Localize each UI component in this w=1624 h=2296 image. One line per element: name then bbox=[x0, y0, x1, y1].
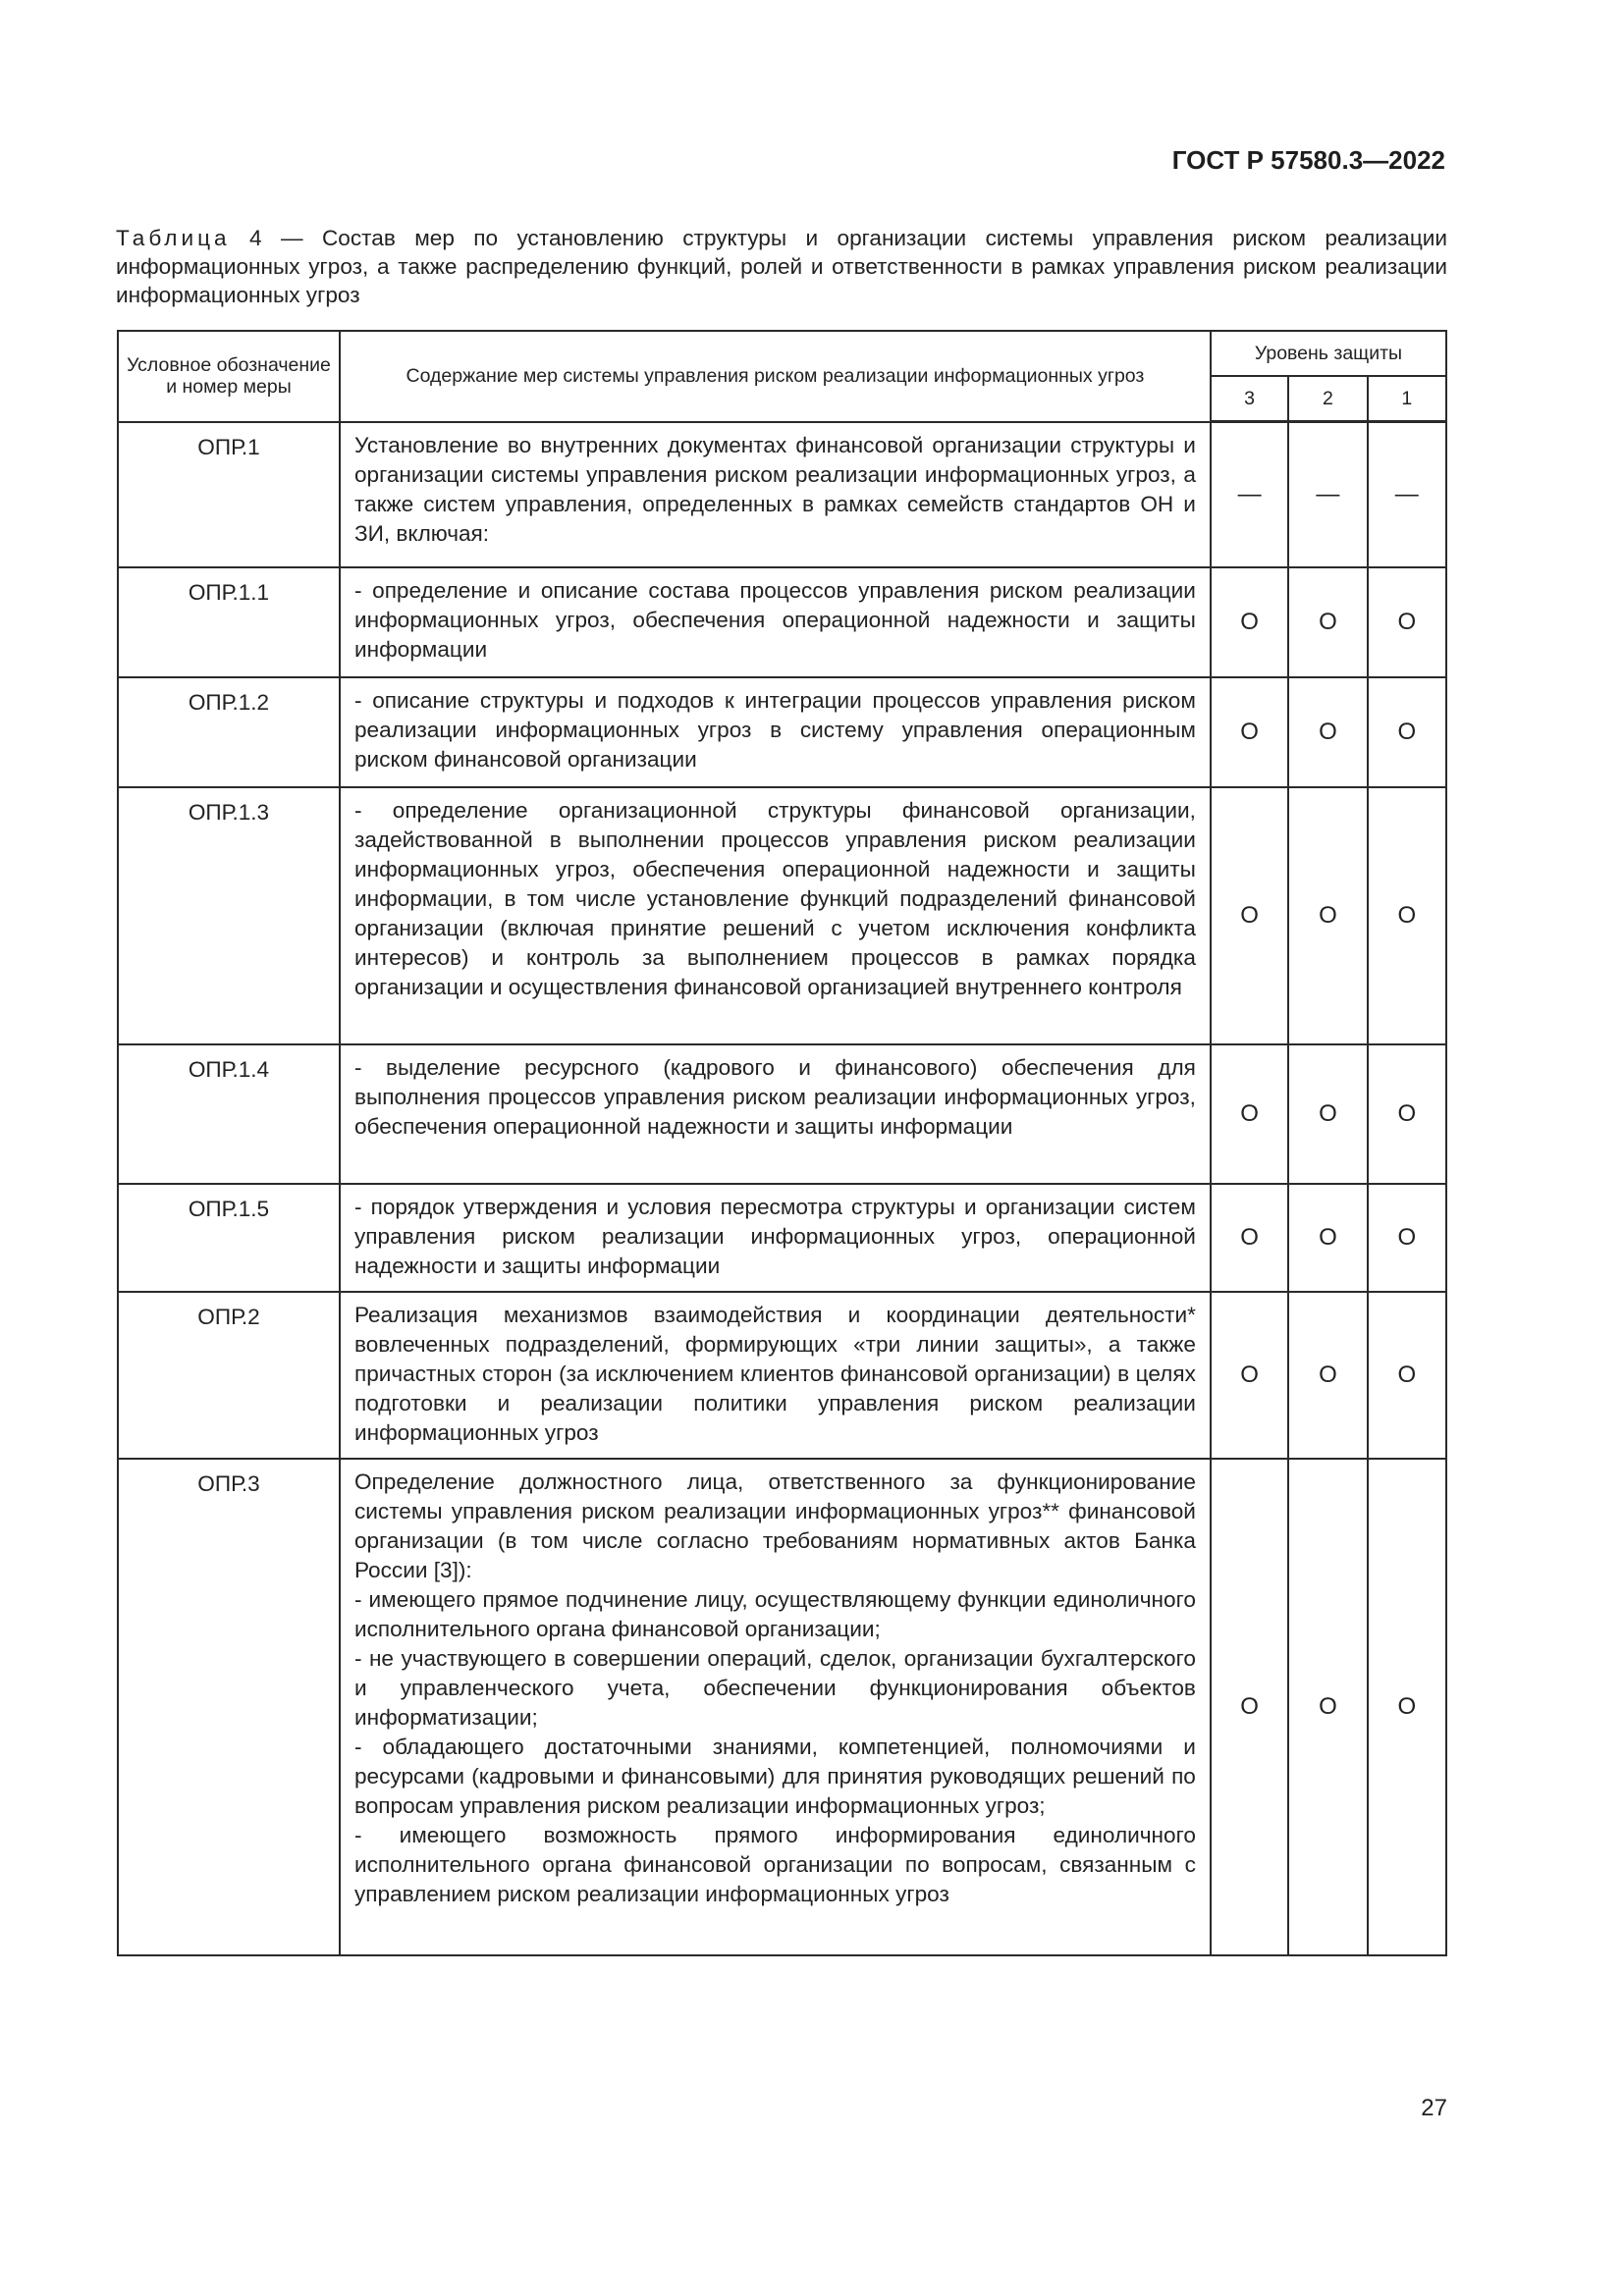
measure-content-line: - не участвующего в совершении операций, сделок, организации бухгалтерского и управленческого учета, обеспечении функционирования объектов информатизации; bbox=[353, 1645, 1196, 1730]
measure-code: ОПР.1.3 bbox=[118, 787, 340, 1044]
document-standard-number: ГОСТ Р 57580.3—2022 bbox=[1171, 145, 1445, 175]
level-3-value: О bbox=[1211, 787, 1288, 1044]
level-3-value: О bbox=[1211, 1044, 1288, 1184]
level-1-value: О bbox=[1368, 1292, 1446, 1459]
level-1-value: О bbox=[1368, 1184, 1446, 1292]
measure-code: ОПР.1.4 bbox=[118, 1044, 340, 1184]
level-1-value: О bbox=[1368, 567, 1446, 677]
measure-code: ОПР.1.1 bbox=[118, 567, 340, 677]
level-2-value: О bbox=[1288, 787, 1367, 1044]
column-header-level-3: 3 bbox=[1211, 376, 1288, 422]
table-row bbox=[118, 1292, 1446, 1459]
table-caption-text: 4 — Состав мер по установлению структуры и организации системы управления риском реализации информационных угроз, а также распределению функций, ролей и ответственности в рамках управления риском реализации информационных угроз bbox=[116, 226, 1447, 307]
column-header-protection-level: Уровень защиты bbox=[1211, 331, 1446, 376]
level-2-value: О bbox=[1288, 567, 1367, 677]
level-1-value: О bbox=[1368, 787, 1446, 1044]
table-caption-label: Таблица bbox=[116, 226, 231, 250]
level-2-value: О bbox=[1288, 1044, 1367, 1184]
level-1-value: О bbox=[1368, 1044, 1446, 1184]
column-header-content: Содержание мер системы управления риском реализации информационных угроз bbox=[340, 331, 1211, 422]
measure-code: ОПР.1 bbox=[118, 422, 340, 567]
level-3-value: О bbox=[1211, 1292, 1288, 1459]
column-header-level-2: 2 bbox=[1288, 376, 1367, 422]
level-1-value: О bbox=[1368, 677, 1446, 787]
level-2-value: О bbox=[1288, 1184, 1367, 1292]
level-3-value: О bbox=[1211, 1459, 1288, 1955]
measure-code: ОПР.1.2 bbox=[118, 677, 340, 787]
table-row bbox=[118, 1044, 1446, 1184]
measure-code: ОПР.3 bbox=[118, 1459, 340, 1955]
level-3-value: О bbox=[1211, 567, 1288, 677]
level-2-value: О bbox=[1288, 1292, 1367, 1459]
measure-content bbox=[340, 1459, 1211, 1955]
table-caption bbox=[116, 224, 1447, 309]
measure-content: - описание структуры и подходов к интеграции процессов управления риском реализации информационных угроз в систему управления операционным риском финансовой организации bbox=[340, 677, 1211, 787]
measure-content: - выделение ресурсного (кадрового и финансового) обеспечения для выполнения процессов управления риском реализации информационных угроз, обеспечения операционной надежности и защиты информации bbox=[340, 1044, 1211, 1184]
table-row bbox=[118, 787, 1446, 1044]
column-header-level-1: 1 bbox=[1368, 376, 1446, 422]
measure-code: ОПР.2 bbox=[118, 1292, 340, 1459]
table-row bbox=[118, 567, 1446, 677]
level-2-value: — bbox=[1288, 422, 1367, 567]
level-3-value: О bbox=[1211, 677, 1288, 787]
page-number: 27 bbox=[1421, 2095, 1447, 2121]
column-header-code: Условное обозначение и номер меры bbox=[118, 331, 340, 422]
level-3-value: — bbox=[1211, 422, 1288, 567]
table-row bbox=[118, 422, 1446, 567]
level-1-value: О bbox=[1368, 1459, 1446, 1955]
measures-table bbox=[117, 330, 1447, 1956]
measure-content: - определение организационной структуры финансовой организации, задействованной в выполнении процессов управления риском реализации информационных угроз, обеспечения операционной надежности и защиты информации, в том числе установление функций подразделений финансовой организации (включая принятие решений с учетом исключения конфликта интересов) и контроль за выполнением процессов в рамках порядка организации и осуществления финансовой организацией внутреннего контроля bbox=[340, 787, 1211, 1044]
table-row bbox=[118, 1184, 1446, 1292]
measure-content: - порядок утверждения и условия пересмотра структуры и организации систем управления риском реализации информационных угроз, операционной надежности и защиты информации bbox=[340, 1184, 1211, 1292]
measure-content: Реализация механизмов взаимодействия и координации деятельности* вовлеченных подразделений, формирующих «три линии защиты», а также причастных сторон (за исключением клиентов финансовой организации) в целях подготовки и реализации политики управления риском реализации информационных угроз bbox=[340, 1292, 1211, 1459]
measure-content: Установление во внутренних документах финансовой организации структуры и организации системы управления риском реализации информационных угроз, а также систем управления, определенных в рамках семейств стандартов ОН и ЗИ, включая: bbox=[340, 422, 1211, 567]
table-row bbox=[118, 677, 1446, 787]
measure-content-line: - имеющего прямое подчинение лицу, осуществляющему функции единоличного исполнительного органа финансовой организации; bbox=[353, 1586, 1196, 1641]
level-3-value: О bbox=[1211, 1184, 1288, 1292]
level-1-value: — bbox=[1368, 422, 1446, 567]
table-row bbox=[118, 1459, 1446, 1955]
measure-content-line: - обладающего достаточными знаниями, компетенцией, полномочиями и ресурсами (кадровыми и финансовыми) для принятия руководящих решений по вопросам управления риском реализации информационных угроз; bbox=[353, 1734, 1196, 1818]
level-2-value: О bbox=[1288, 1459, 1367, 1955]
measure-content-line: - имеющего возможность прямого информирования единоличного исполнительного органа финансовой организации по вопросам, связанным с управлением риском реализации информационных угроз bbox=[353, 1822, 1196, 1906]
level-2-value: О bbox=[1288, 677, 1367, 787]
measure-code: ОПР.1.5 bbox=[118, 1184, 340, 1292]
measure-content-line: Определение должностного лица, ответственного за функционирование системы управления риском реализации информационных угроз** финансовой организации (в том числе согласно требованиям нормативных актов Банка России [3]): bbox=[353, 1468, 1196, 1582]
measure-content: - определение и описание состава процессов управления риском реализации информационных угроз, обеспечения операционной надежности и защиты информации bbox=[340, 567, 1211, 677]
